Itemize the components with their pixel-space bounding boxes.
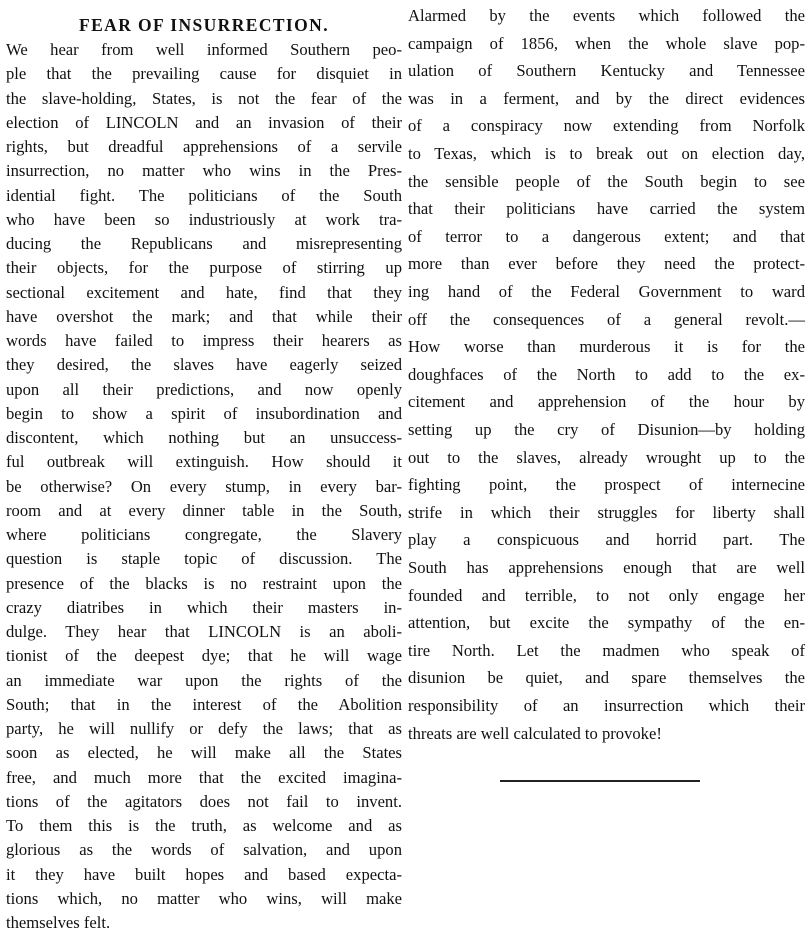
article-text-line: crazy diatribes in which their masters in- — [6, 597, 402, 617]
article-text-line: that their politicians have carried the system — [408, 199, 805, 219]
article-text-line: more than ever before they need the protect- — [408, 254, 805, 274]
article-text-line: an immediate war upon the rights of the — [6, 670, 402, 690]
article-text-line: the sensible people of the South begin to see — [408, 171, 805, 191]
article-text-line: play a conspicuous and horrid part. The — [408, 530, 805, 550]
article-text-line: be otherwise? On every stump, in every bar- — [6, 476, 402, 496]
article-text-line: themselves felt. — [6, 913, 111, 932]
column-end-rule — [500, 780, 700, 782]
article-text-line: South has apprehensions enough that are well — [408, 558, 805, 577]
article-text-line: idential fight. The politicians of the South — [6, 185, 402, 205]
article-text-line: of a conspiracy now extending from Norfolk — [408, 116, 805, 136]
article-text-line: begin to show a spirit of insubordination and — [6, 403, 402, 423]
article-text-line: South; that in the interest of the Abolition — [6, 694, 402, 714]
article-text-line: founded and terrible, to not only engage her — [408, 585, 805, 605]
article-text-line: strife in which their struggles for liberty shall — [408, 502, 805, 522]
article-text-line: ple that the prevailing cause for disquiet in — [6, 64, 402, 84]
article-text-line: to Texas, which is to break out on election day, — [408, 144, 805, 163]
article-text-line: tions of the agitators does not fail to invent. — [6, 791, 402, 811]
article-text-line: campaign of 1856, when the whole slave pop- — [408, 33, 805, 53]
article-text-line: Alarmed by the events which followed the — [408, 6, 805, 25]
article-text-line: insurrection, no matter who wins in the Pres- — [6, 161, 402, 181]
article-text-line: doughfaces of the North to add to the ex- — [408, 364, 805, 384]
article-text-line: disunion be quiet, and spare themselves the — [408, 668, 805, 688]
article-text-line: discontent, which nothing but an unsuccess- — [6, 428, 402, 447]
article-text-line: ulation of Southern Kentucky and Tennessee — [408, 61, 805, 81]
article-text-line: sectional excitement and hate, find that they — [6, 282, 402, 302]
article-text-line: How worse than murderous it is for the — [408, 337, 805, 357]
article-text-line: was in a ferment, and by the direct evidences — [408, 88, 805, 108]
article-text-line: responsibility of an insurrection which their — [408, 696, 805, 715]
article-text-line: attention, but excite the sympathy of the en- — [408, 613, 805, 633]
article-text-line: who have been so industriously at work tra- — [6, 209, 402, 229]
article-text-line: tions which, no matter who wins, will make — [6, 888, 402, 908]
article-text-line: question is staple topic of discussion. The — [6, 549, 402, 569]
article-text-line: they desired, the slaves have eagerly seized — [6, 355, 402, 375]
article-text-line: fighting point, the prospect of internecine — [408, 475, 805, 495]
article-text-line: of terror to a dangerous extent; and that — [408, 226, 805, 246]
article-text-line: ing hand of the Federal Government to ward — [408, 282, 805, 301]
article-text-line: citement and apprehension of the hour by — [408, 392, 805, 412]
article-text-line: setting up the cry of Disunion—by holding — [408, 420, 805, 439]
article-text-line: room and at every dinner table in the South, — [6, 500, 402, 520]
article-text-line: have overshot the mark; and that while their — [6, 306, 402, 326]
article-text-line: where politicians congregate, the Slavery — [6, 525, 402, 544]
article-text-line: tire North. Let the madmen who speak of — [408, 640, 805, 660]
article-text-line: ducing the Republicans and misrepresenting — [6, 234, 402, 253]
article-text-line: soon as elected, he will make all the States — [6, 743, 402, 763]
article-text-line: glorious as the words of salvation, and upon — [6, 840, 402, 860]
article-headline: FEAR OF INSURRECTION. — [79, 15, 329, 35]
article-text-line: rights, but dreadful apprehensions of a servile — [6, 137, 402, 156]
article-text-line: words have failed to impress their hearers as — [6, 331, 402, 350]
article-text-line: To them this is the truth, as welcome and as — [6, 816, 402, 835]
article-text-line: off the consequences of a general revolt.— — [408, 309, 805, 329]
article-text-line: ful outbreak will extinguish. How should it — [6, 452, 402, 472]
article-text-line: upon all their predictions, and now openly — [6, 379, 402, 399]
article-text-line: out to the slaves, already wrought up to the — [408, 447, 805, 467]
article-text-line: it they have built hopes and based expecta- — [6, 864, 402, 884]
article-text-line: presence of the blacks is no restraint upon the — [6, 573, 402, 593]
article-text-line: free, and much more that the excited imagina- — [6, 767, 402, 787]
article-text-line: party, he will nullify or defy the laws; that as — [6, 719, 402, 738]
article-text-line: We hear from well informed Southern peo- — [6, 40, 402, 59]
article-text-line: election of LINCOLN and an invasion of their — [6, 112, 402, 132]
article-text-line: threats are well calculated to provoke! — [408, 723, 662, 743]
article-text-line: their objects, for the purpose of stirring up — [6, 258, 402, 278]
article-text-line: tionist of the deepest dye; that he will wage — [6, 646, 402, 666]
article-text-line: dulge. They hear that LINCOLN is an aboli- — [6, 622, 402, 641]
article-text-line: the slave-holding, States, is not the fear of the — [6, 88, 402, 108]
